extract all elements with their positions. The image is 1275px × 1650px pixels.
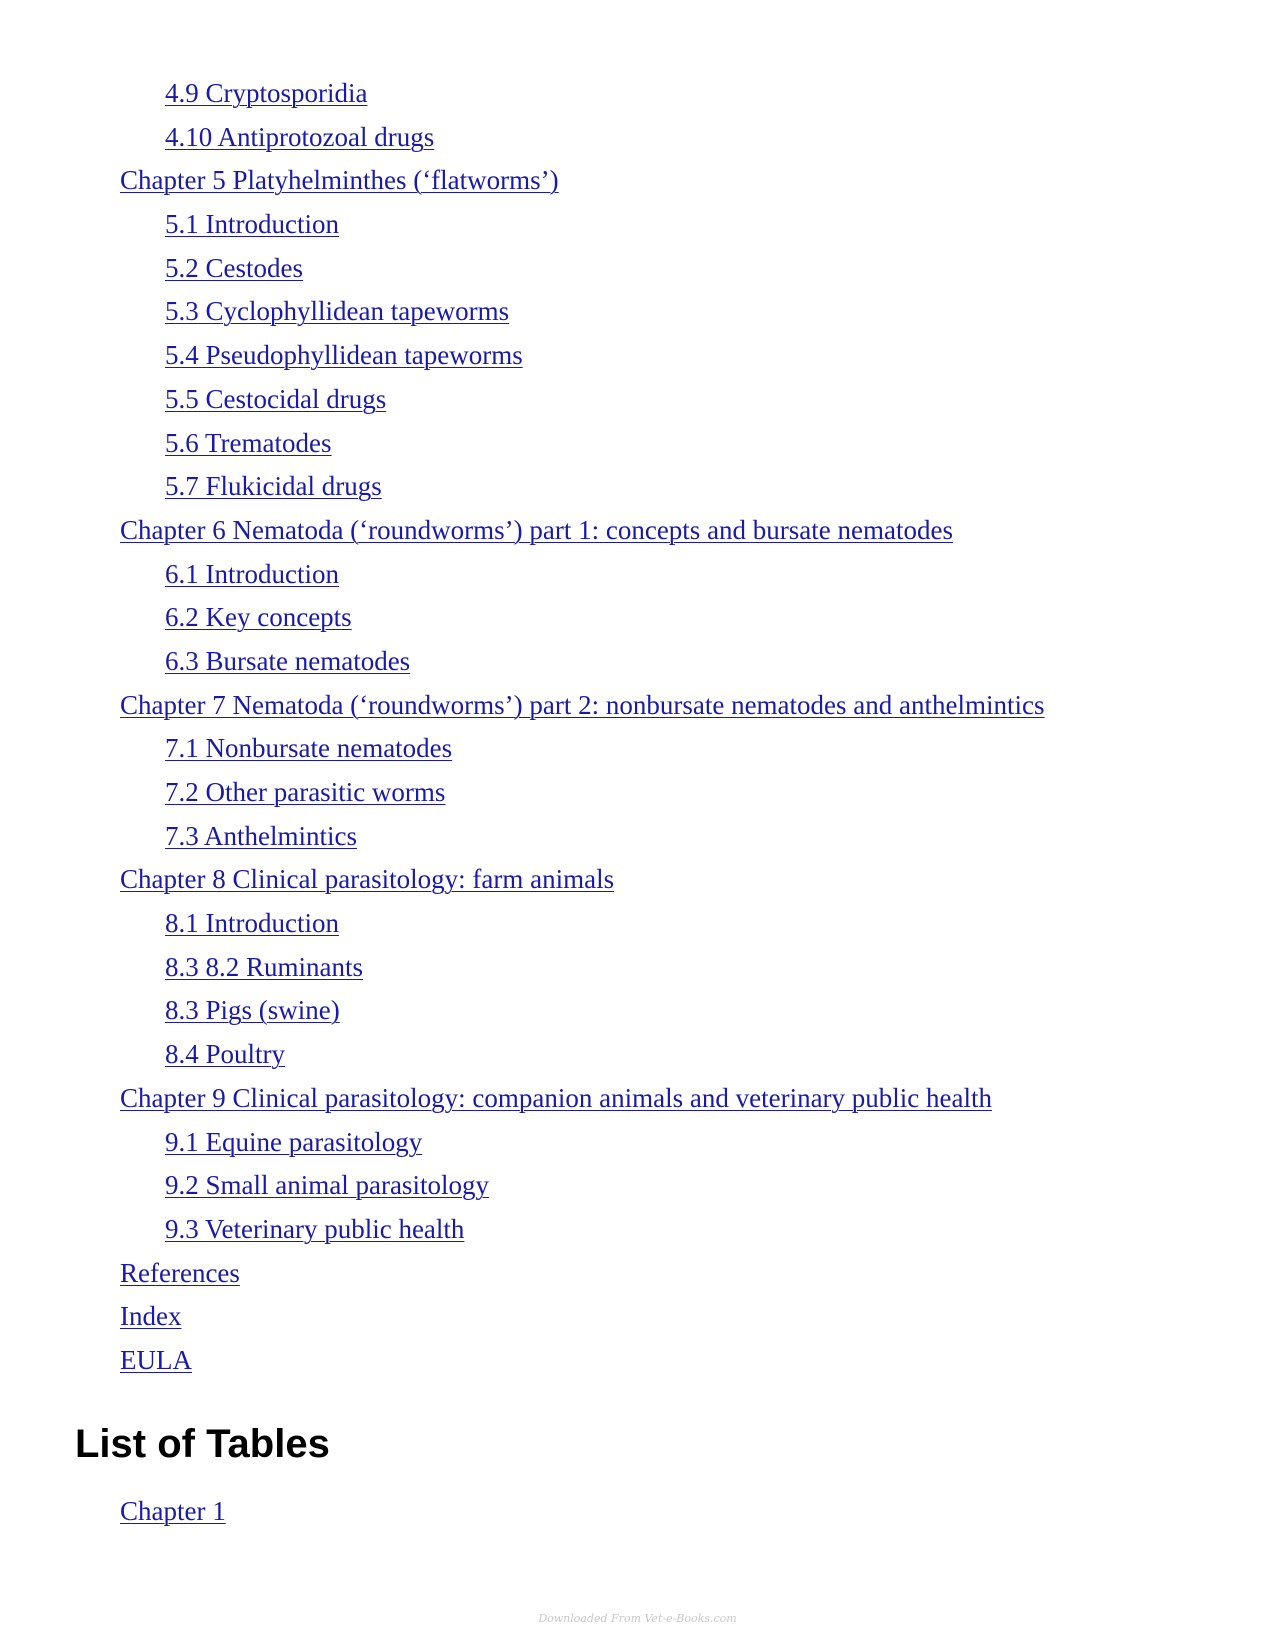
toc-link[interactable]: 5.3 Cyclophyllidean tapeworms [165, 296, 510, 327]
toc-section-entry [0, 815, 1275, 859]
toc-section-entry [0, 553, 1275, 597]
toc-link[interactable]: 6.1 Introduction [165, 558, 339, 589]
toc-section-entry [0, 72, 1275, 116]
toc-chapter-entry [0, 1339, 1275, 1383]
toc-link[interactable]: Chapter 6 Nematoda (‘roundworms’) part 1: concepts and bursate nematodes [120, 514, 953, 545]
toc-section-entry [0, 203, 1275, 247]
toc-link[interactable]: Chapter 8 Clinical parasitology: farm animals [120, 864, 615, 895]
toc-link[interactable]: 9.1 Equine parasitology [165, 1126, 423, 1157]
toc-link[interactable]: 7.2 Other parasitic worms [165, 777, 446, 807]
toc-link[interactable]: Chapter 7 Nematoda (‘roundworms’) part 2: nonbursate nematodes and anthelmintics [120, 689, 1045, 720]
list-of-tables-heading: List of Tables [75, 1422, 330, 1466]
download-watermark: Downloaded From Vet-e-Books.com [538, 1612, 737, 1625]
toc-link[interactable]: 6.3 Bursate nematodes [165, 645, 411, 676]
toc-section-entry [0, 727, 1275, 771]
toc-section-entry [0, 465, 1275, 509]
toc-chapter-entry [0, 1295, 1275, 1339]
toc-section-entry [0, 116, 1275, 160]
table-of-contents [0, 72, 1275, 1383]
toc-section-entry [0, 902, 1275, 946]
toc-section-entry [0, 334, 1275, 378]
toc-link[interactable]: 4.10 Antiprotozoal drugs [165, 121, 435, 152]
toc-link[interactable]: Chapter 5 Platyhelminthes (‘flatworms’) [120, 165, 559, 196]
toc-section-entry [0, 771, 1275, 815]
toc-chapter-entry [0, 1252, 1275, 1296]
toc-link[interactable]: 4.9 Cryptosporidia [165, 78, 368, 108]
toc-section-entry [0, 290, 1275, 334]
toc-link[interactable]: 5.2 Cestodes [165, 252, 303, 283]
toc-chapter-entry [0, 509, 1275, 553]
toc-link[interactable]: Index [120, 1301, 182, 1332]
toc-link[interactable]: References [120, 1257, 240, 1288]
toc-link[interactable]: EULA [120, 1344, 192, 1375]
toc-link[interactable]: 5.1 Introduction [165, 209, 339, 240]
toc-section-entry [0, 1164, 1275, 1208]
toc-section-entry [0, 1121, 1275, 1165]
toc-link[interactable]: 6.2 Key concepts [165, 602, 352, 633]
toc-link[interactable]: 9.3 Veterinary public health [165, 1213, 465, 1244]
toc-section-entry [0, 422, 1275, 466]
toc-link[interactable]: 5.6 Trematodes [165, 427, 332, 458]
toc-link[interactable]: Chapter 9 Clinical parasitology: companion animals and veterinary public health [120, 1082, 993, 1113]
toc-section-entry [0, 1208, 1275, 1252]
toc-link[interactable]: 5.7 Flukicidal drugs [165, 471, 382, 502]
toc-section-entry [0, 378, 1275, 422]
toc-section-entry [0, 1033, 1275, 1077]
toc-link[interactable]: 9.2 Small animal parasitology [165, 1170, 489, 1201]
toc-link[interactable]: 7.1 Nonbursate nematodes [165, 733, 453, 764]
toc-link[interactable]: 5.5 Cestocidal drugs [165, 383, 387, 414]
toc-chapter-entry [0, 858, 1275, 902]
toc-chapter-entry [0, 1077, 1275, 1121]
toc-section-entry [0, 640, 1275, 684]
toc-link[interactable]: 5.4 Pseudophyllidean tapeworms [165, 340, 523, 371]
toc-chapter-entry [0, 684, 1275, 728]
toc-link[interactable]: 8.1 Introduction [165, 908, 339, 939]
toc-link[interactable]: 7.3 Anthelmintics [165, 820, 357, 851]
list-of-tables [0, 1490, 226, 1534]
toc-chapter-entry [0, 159, 1275, 203]
toc-link[interactable]: 8.4 Poultry [165, 1039, 286, 1070]
toc-section-entry [0, 247, 1275, 291]
toc-section-entry [0, 596, 1275, 640]
toc-section-entry [0, 946, 1275, 990]
toc-link[interactable]: 8.3 8.2 Ruminants [165, 951, 364, 982]
toc-section-entry [0, 989, 1275, 1033]
list-of-tables-link[interactable]: Chapter 1 [120, 1496, 226, 1526]
toc-link[interactable]: 8.3 Pigs (swine) [165, 995, 340, 1026]
list-of-tables-entry [0, 1490, 226, 1534]
